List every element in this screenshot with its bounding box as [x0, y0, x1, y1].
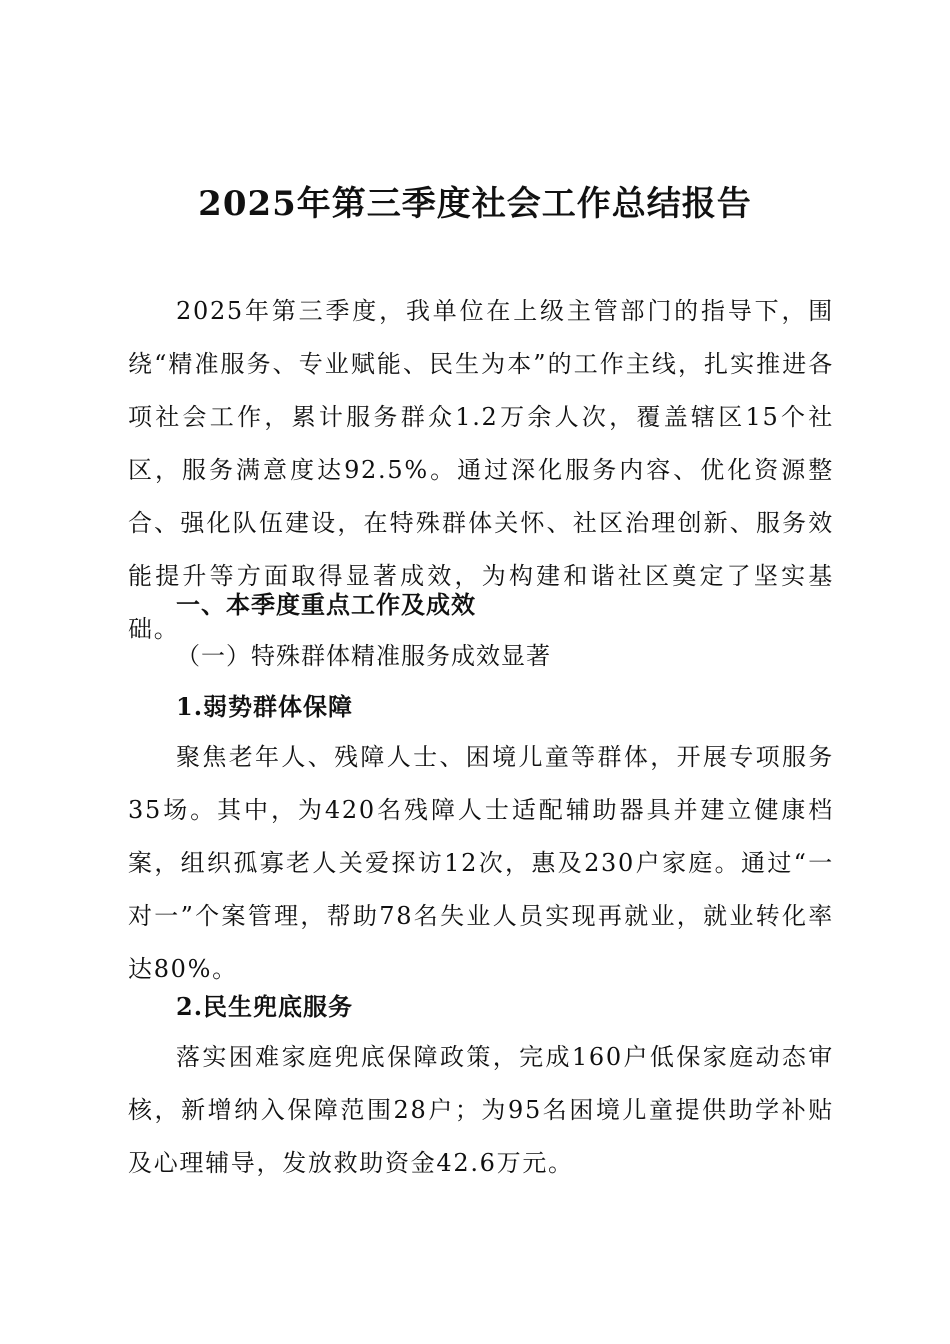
item-heading-1: 1.弱势群体保障 [176, 692, 354, 721]
intro-paragraph: 2025年第三季度，我单位在上级主管部门的指导下，围绕“精准服务、专业赋能、民生为本”的工作主线，扎实推进各项社会工作，累计服务群众1.2万余人次，覆盖辖区15个社区，服务满意度达92.5%。通过深化服务内容、优化资源整合、强化队伍建设，在特殊群体关怀、社区治理创新、服务效能提升等方面取得显著成效，为构建和谐社区奠定了坚实基础。 [128, 297, 834, 643]
section-heading: 一、本季度重点工作及成效 [176, 590, 476, 619]
item-heading-2: 2.民生兜底服务 [176, 992, 354, 1021]
page-title: 2025年第三季度社会工作总结报告 [198, 184, 752, 224]
subsection-heading: （一）特殊群体精准服务成效显著 [176, 642, 551, 670]
item-body-2: 落实困难家庭兜底保障政策，完成160户低保家庭动态审核，新增纳入保障范围28户；为95名困境儿童提供助学补贴及心理辅导，发放救助资金42.6万元。 [128, 1043, 834, 1177]
item-body-1: 聚焦老年人、残障人士、困境儿童等群体，开展专项服务35场。其中，为420名残障人士适配辅助器具并建立健康档案，组织孤寡老人关爱探访12次，惠及230户家庭。通过“一对一”个案管理，帮助78名失业人员实现再就业，就业转化率达80%。 [128, 743, 834, 983]
